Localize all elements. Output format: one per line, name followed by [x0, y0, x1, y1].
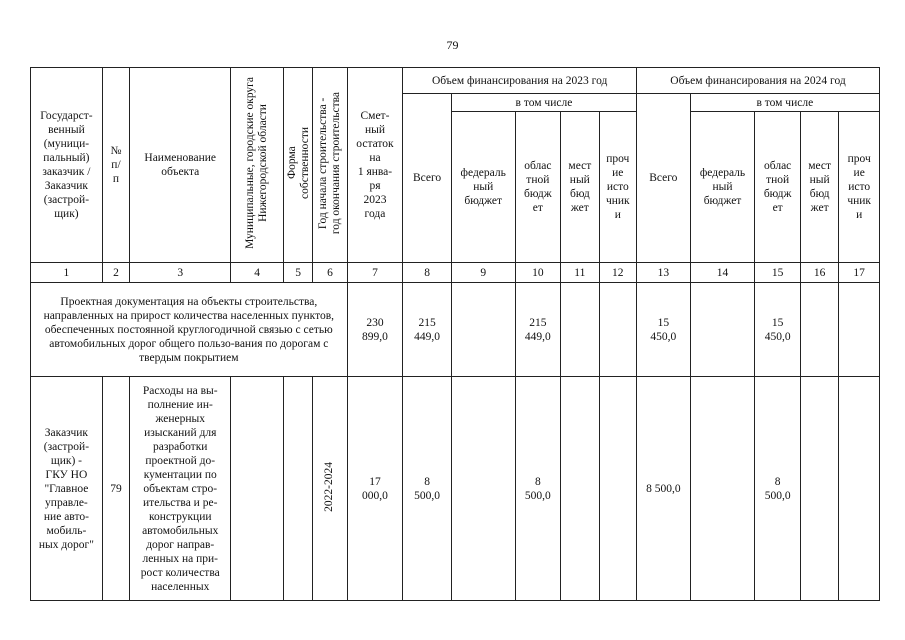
header-financing-2023: Объем финансирования на 2023 год	[403, 68, 637, 94]
header-municipality-label: Муниципальные, городские округа Нижегородской области	[244, 77, 270, 249]
column-number: 15	[755, 263, 801, 283]
column-number: 6	[313, 263, 347, 283]
section-federal-2023	[451, 283, 515, 377]
column-number: 7	[347, 263, 403, 283]
section-local-2024	[800, 283, 838, 377]
row-object-name: Расходы на вы- полнение ин- женерных изысканий для разработки проектной до- кументации по объектам стро- ительства и ре- конструкции автомобильных дорог направ- ленных на при- рост количества населенных	[130, 377, 231, 601]
row-regional-2023: 8 500,0	[515, 377, 561, 601]
header-including-2024: в том числе	[690, 94, 879, 112]
header-object-name: Наименование объекта	[130, 68, 231, 263]
row-federal-2024	[690, 377, 755, 601]
row-federal-2023	[451, 377, 515, 601]
section-local-2023	[561, 283, 599, 377]
section-total-2023: 215 449,0	[403, 283, 452, 377]
header-regional-2024: облас тной бюдж ет	[755, 112, 801, 263]
section-title: Проектная документация на объекты строительства, направленных на прирост количества населенных пунктов, обеспеченных постоянной круглогодичной связью с сетью автомобильных дорог общего пользо-вания по дорогам с твердым покрытием	[31, 283, 348, 377]
row-years	[313, 377, 347, 601]
column-number: 17	[839, 263, 880, 283]
column-number: 9	[451, 263, 515, 283]
column-number: 1	[31, 263, 103, 283]
column-number: 2	[102, 263, 129, 283]
page-number: 79	[446, 38, 459, 52]
table-row	[31, 377, 880, 601]
header-customer: Государст- венный (муници- пальный) заказчик / Заказчик (застрой- щик)	[31, 68, 103, 263]
section-total-2024: 15 450,0	[637, 283, 691, 377]
row-total-2024: 8 500,0	[637, 377, 691, 601]
column-number: 12	[599, 263, 636, 283]
header-federal-2024: федераль ный бюджет	[690, 112, 755, 263]
column-number-row	[31, 263, 880, 283]
row-number: 79	[102, 377, 129, 601]
row-local-2024	[800, 377, 838, 601]
header-balance: Смет- ный остаток на 1 янва- ря 2023 года	[347, 68, 403, 263]
header-years-label: Год начала строительства - год окончания строительства	[316, 91, 342, 235]
row-regional-2024: 8 500,0	[755, 377, 801, 601]
column-number: 4	[231, 263, 284, 283]
row-balance: 17 000,0	[347, 377, 403, 601]
column-number: 10	[515, 263, 561, 283]
row-other-2023	[599, 377, 636, 601]
row-other-2024	[839, 377, 880, 601]
header-including-2023: в том числе	[451, 94, 636, 112]
header-other-2024: проч ие исто чник и	[839, 112, 880, 263]
header-years	[313, 68, 347, 263]
section-regional-2024: 15 450,0	[755, 283, 801, 377]
section-other-2023	[599, 283, 636, 377]
column-number: 16	[800, 263, 838, 283]
header-number: № п/ п	[102, 68, 129, 263]
header-financing-2024: Объем финансирования на 2024 год	[637, 68, 880, 94]
column-number: 14	[690, 263, 755, 283]
row-years-label: 2022-2024	[323, 461, 336, 512]
row-total-2023: 8 500,0	[403, 377, 452, 601]
header-ownership	[283, 68, 312, 263]
header-total-2023: Всего	[403, 94, 452, 263]
row-municipality	[231, 377, 284, 601]
row-customer: Заказчик (застрой- щик) - ГКУ НО "Главное управле- ние авто- мобиль- ных дорог"	[31, 377, 103, 601]
row-ownership	[283, 377, 312, 601]
header-regional-2023: облас тной бюдж ет	[515, 112, 561, 263]
column-number: 11	[561, 263, 599, 283]
financing-table	[30, 67, 880, 601]
section-balance: 230 899,0	[347, 283, 403, 377]
header-ownership-label: Форма собственности	[285, 127, 311, 199]
section-federal-2024	[690, 283, 755, 377]
section-other-2024	[839, 283, 880, 377]
header-federal-2023: федераль ный бюджет	[451, 112, 515, 263]
column-number: 5	[283, 263, 312, 283]
section-regional-2023: 215 449,0	[515, 283, 561, 377]
row-local-2023	[561, 377, 599, 601]
header-municipality	[231, 68, 284, 263]
column-number: 3	[130, 263, 231, 283]
header-total-2024: Всего	[637, 94, 691, 263]
section-row	[31, 283, 880, 377]
column-number: 13	[637, 263, 691, 283]
column-number: 8	[403, 263, 452, 283]
header-local-2023: мест ный бюд жет	[561, 112, 599, 263]
header-local-2024: мест ный бюд жет	[800, 112, 838, 263]
header-other-2023: проч ие исто чник и	[599, 112, 636, 263]
